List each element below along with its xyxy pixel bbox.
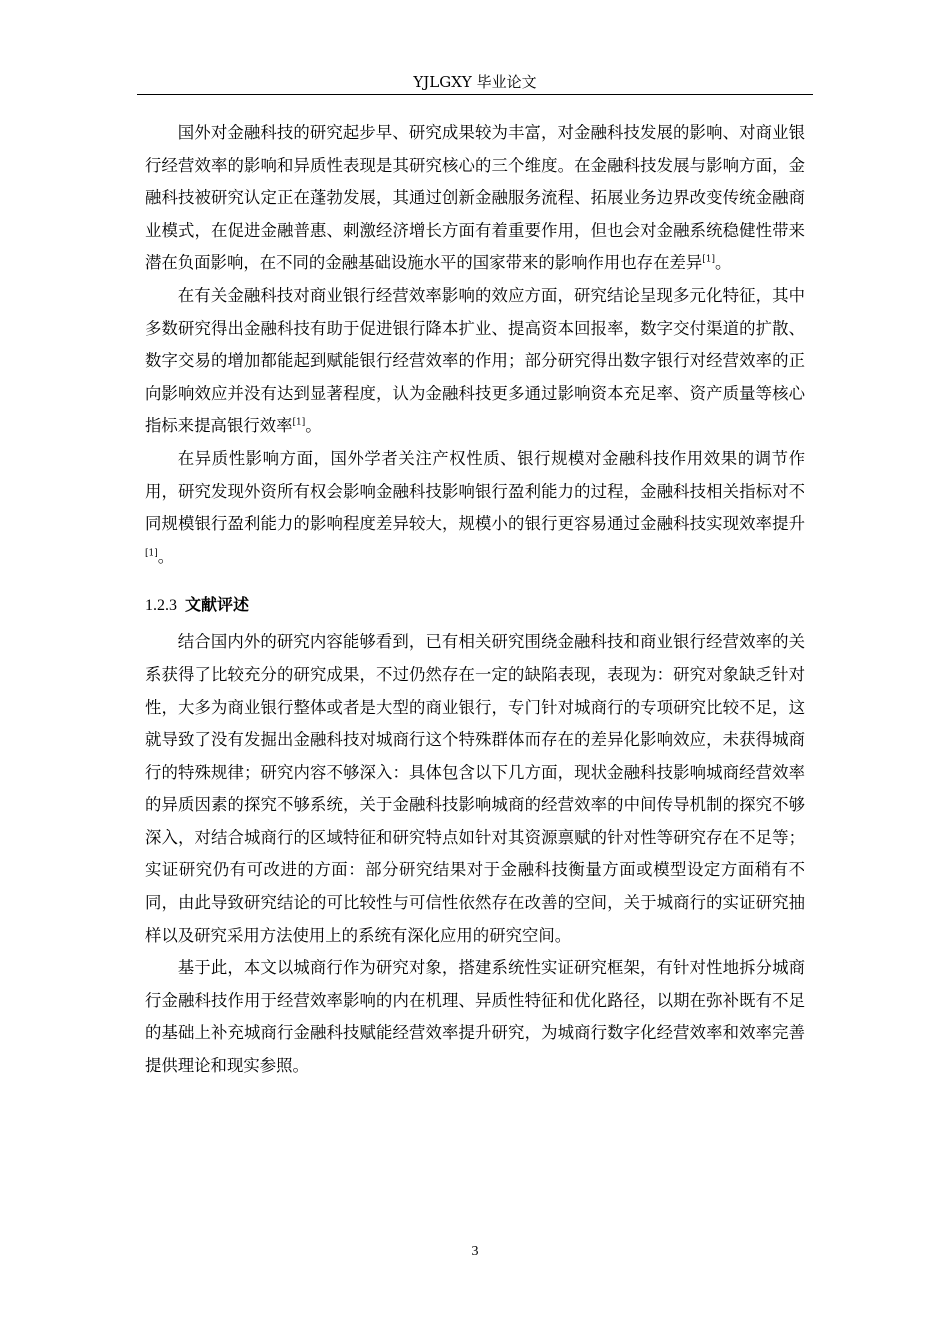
paragraph-end: 。 — [305, 416, 322, 436]
paragraph-foreign-research-overview — [145, 117, 805, 280]
running-header: YJLGXY 毕业论文 — [413, 73, 537, 91]
paragraph-efficiency-effects — [145, 280, 805, 443]
paragraph-research-framework — [145, 952, 805, 1082]
paragraph-text: 结合国内外的研究内容能够看到，已有相关研究围绕金融科技和商业银行经营效率的关系获得了比较充分的研究成果，不过仍然存在一定的缺陷表现，表现为：研究对象缺乏针对性，大多为商业银行整体或者是大型的商业银行，专门针对城商行的专项研究比较不足，这就导致了没有发掘出金融科技对城商行这个特殊群体而存在的差异化影响效应，未获得城商行的特殊规律；研究内容不够深入：具体包含以下几方面，现状金融科技影响城商经营效率的异质因素的探究不够系统，关于金融科技影响城商的经营效率的中间传导机制的探究不够深入，对结合城商行的区域特征和研究特点如针对其资源禀赋的针对性等研究存在不足等；实证研究仍有可改进的方面：部分研究结果对于金融科技衡量方面或模型设定方面稍有不同，由此导致研究结论的可比较性与可信性依然存在改善的空间，关于城商行的实证研究抽样以及研究采用方法使用上的系统有深化应用的研究空间。 — [145, 632, 805, 945]
citation-marker: [1] — [145, 548, 158, 559]
paragraph-literature-review — [145, 626, 805, 952]
section-heading — [145, 585, 805, 626]
header-divider — [137, 94, 813, 95]
page-number: 3 — [471, 1244, 479, 1259]
citation-marker: [1] — [292, 417, 306, 428]
paragraph-text: 在有关金融科技对商业银行经营效率影响的效应方面，研究结论呈现多元化特征，其中多数研究得出金融科技有助于促进银行降本扩业、提高资本回报率，数字交付渠道的扩散、数字交易的增加都能起到赋能银行经营效率的作用；部分研究得出数字银行对经营效率的正向影响效应并没有达到显著程度，认为金融科技更多通过影响资本充足率、资产质量等核心指标来提高银行效率 — [145, 285, 805, 436]
paragraph-heterogeneity — [145, 443, 805, 573]
paragraph-text: 国外对金融科技的研究起步早、研究成果较为丰富，对金融科技发展的影响、对商业银行经营效率的影响和异质性表现是其研究核心的三个维度。在金融科技发展与影响方面，金融科技被研究认定正在蓬勃发展，其通过创新金融服务流程、拓展业务边界改变传统金融商业模式，在促进金融普惠、刺激经济增长方面有着重要作用，但也会对金融系统稳健性带来潜在负面影响，在不同的金融基础设施水平的国家带来的影响作用也存在差异 — [145, 123, 805, 273]
section-title: 文献评述 — [185, 595, 250, 615]
section-number: 1.2.3 — [145, 597, 177, 615]
paragraph-text: 在异质性影响方面，国外学者关注产权性质、银行规模对金融科技作用效果的调节作用，研究发现外资所有权会影响金融科技影响银行盈利能力的过程，金融科技相关指标对不同规模银行盈利能力的影响程度差异较大，规模小的银行更容易通过金融科技实现效率提升 — [145, 448, 805, 534]
document-body — [145, 117, 805, 1083]
paragraph-end: 。 — [715, 253, 732, 273]
paragraph-text: 基于此，本文以城商行作为研究对象，搭建系统性实证研究框架，有针对性地拆分城商行金融科技作用于经营效率影响的内在机理、异质性特征和优化路径，以期在弥补既有不足的基础上补充城商行金融科技赋能经营效率提升研究，为城商行数字化经营效率和效率完善提供理论和现实参照。 — [145, 958, 805, 1076]
citation-marker: [1] — [702, 254, 716, 265]
paragraph-end: 。 — [157, 546, 175, 566]
